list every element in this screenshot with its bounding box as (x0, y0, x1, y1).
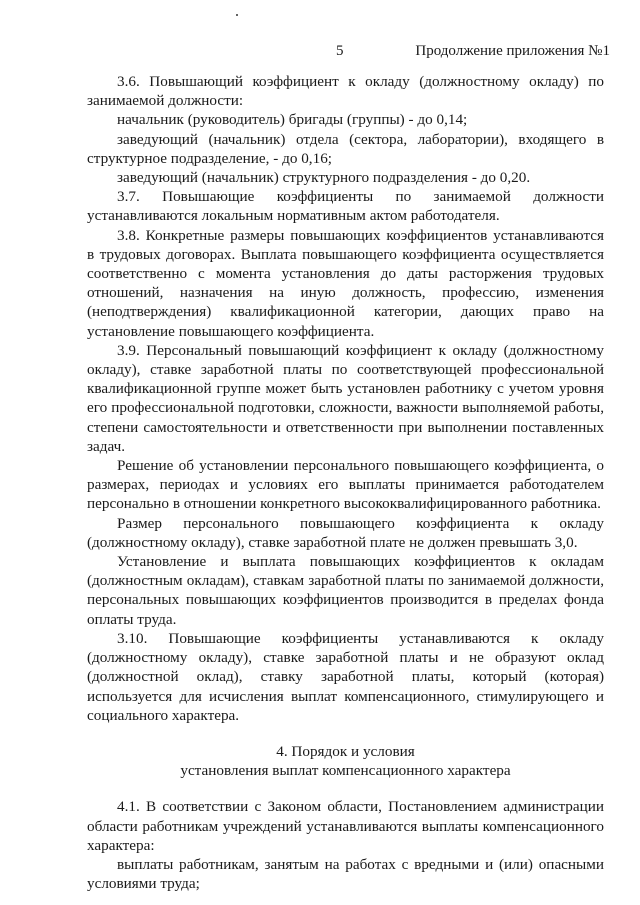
paragraph: 3.9. Персональный повышающий коэффициент к окладу (должностному окладу), ставке заработной платы по соответствующей профессиональной квалификационной группе может быть установлен работнику с учетом уровня его профессиональной подготовки, сложности, важности выполняемой работы, степени самостоятельности и ответственности при выполнении поставленных задач. (87, 341, 604, 455)
paragraph: 3.6. Повышающий коэффициент к окладу (должностному окладу) по занимаемой должности: (87, 73, 604, 110)
scan-speck (236, 14, 238, 16)
spacer (87, 780, 604, 797)
page-number: 5 (336, 43, 344, 59)
appendix-continuation-label: Продолжение приложения №1 (415, 43, 610, 59)
paragraph: выплаты работникам, занятым на работах с вредными и (или) опасными условиями труда; (87, 855, 604, 893)
paragraph: Размер персонального повышающего коэффициента к окладу (должностному окладу), ставке заработной плате не должен превышать 3,0. (87, 514, 604, 551)
paragraph: начальник (руководитель) бригады (группы) - до 0,14; (117, 111, 468, 129)
paragraph: 4.1. В соответствии с Законом области, Постановлением администрации области работникам учреждений устанавливаются выплаты компенсационного характера: (87, 798, 604, 854)
paragraph: Решение об установлении персонального повышающего коэффициента, о размерах, периодах и условиях его выплаты принимается работодателем персонально в отношении конкретного высококвалифицированного работника. (87, 457, 604, 513)
paragraph: 3.10. Повышающие коэффициенты устанавливаются к окладу (должностному окладу), ставке заработной платы и не образуют оклад (должностной оклад), ставку заработной платы, который (которая) используется для исчисления выплат компенсационного, стимулирующего и социального характера. (87, 629, 604, 724)
document-body (87, 72, 604, 893)
paragraph: заведующий (начальник) структурного подразделения - до 0,20. (117, 169, 531, 187)
paragraph: Установление и выплата повышающих коэффициентов к окладам (должностным окладам), ставкам заработной платы по занимаемой должности, персональных повышающих коэффициентов производится в пределах фонда оплаты труда. (87, 553, 604, 628)
paragraph: заведующий (начальник) отдела (сектора, лаборатории), входящего в структурное подразделение, - до 0,16; (87, 130, 604, 167)
section-heading: 4. Порядок и условия (276, 742, 415, 760)
paragraph: 3.7. Повышающие коэффициенты по занимаемой должности устанавливаются локальным нормативным актом работодателя. (87, 188, 604, 225)
paragraph: 3.8. Конкретные размеры повышающих коэффициентов устанавливаются в трудовых договорах. Выплата повышающего коэффициента осуществляется соответственно с момента установления до даты расторжения трудовых отношений, назначения на иную должность, профессию, изменения (неподтверждения) квалификационной категории, дающих право на установление повышающего коэффициента. (87, 226, 604, 340)
spacer (87, 725, 604, 742)
section-subheading: установления выплат компенсационного характера (180, 762, 511, 780)
